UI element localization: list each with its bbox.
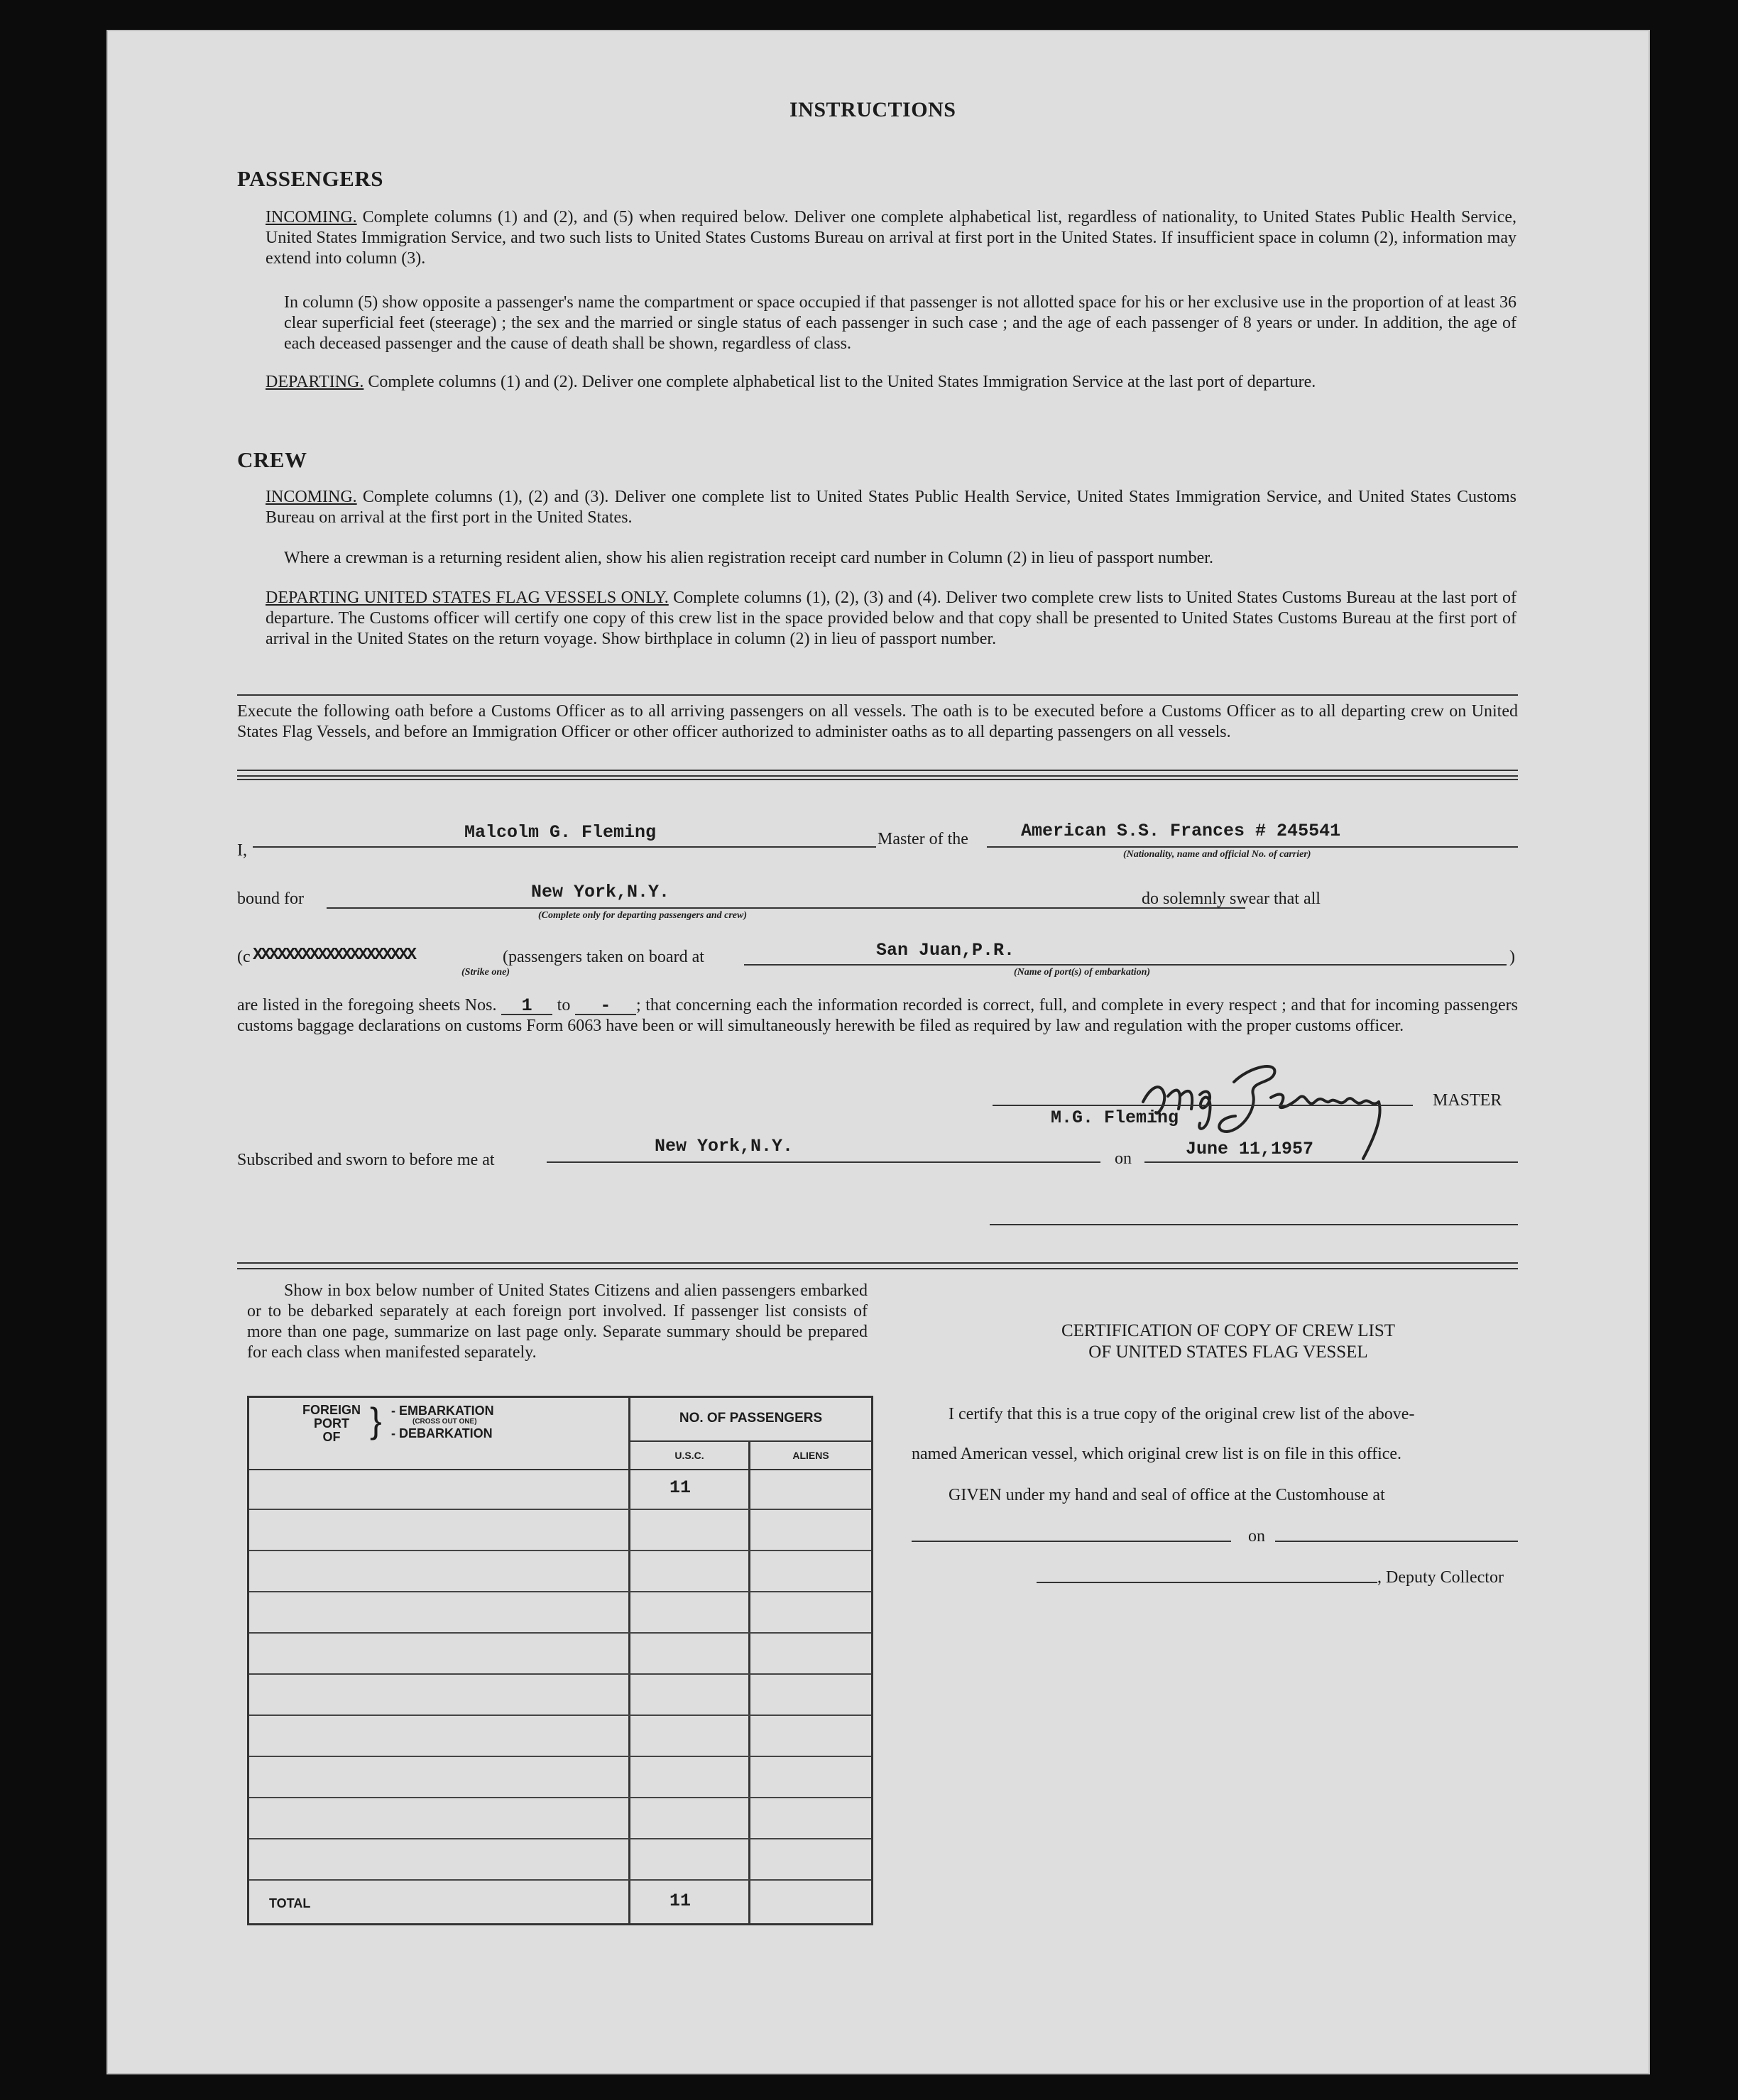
crew-departing-label: DEPARTING UNITED STATES FLAG VESSELS ONLY. xyxy=(266,589,669,607)
oath-i-label: I, xyxy=(237,841,247,860)
port-caption: (Name of port(s) of embarkation) xyxy=(1014,967,1151,978)
divider xyxy=(237,1262,1518,1264)
paren-close: ) xyxy=(1509,948,1515,966)
carrier-value[interactable]: American S.S. Frances # 245541 xyxy=(1021,821,1341,841)
double-divider xyxy=(237,775,1518,780)
customhouse-line[interactable] xyxy=(912,1541,1231,1542)
name-line xyxy=(253,846,876,848)
given-text: GIVEN under my hand and seal of office at the Customhouse at xyxy=(949,1486,1385,1504)
sheets-paragraph xyxy=(237,995,1518,1037)
certify-line2: named American vessel, which original crew list is on file in this office. xyxy=(912,1445,1402,1463)
no-passengers-label: NO. OF PASSENGERS xyxy=(679,1411,823,1426)
carrier-caption: (Nationality, name and official No. of carrier) xyxy=(1123,849,1311,860)
bound-for-label: bound for xyxy=(237,890,304,908)
sworn-place[interactable]: New York,N.Y. xyxy=(655,1136,794,1156)
passengers-incoming-label: INCOMING. xyxy=(266,208,357,226)
total-label: TOTAL xyxy=(269,1896,311,1910)
table-row xyxy=(249,1716,871,1757)
summary-instructions xyxy=(247,1281,868,1363)
table-row xyxy=(249,1839,871,1881)
taken-label: (passengers taken on board at xyxy=(503,948,704,966)
divider xyxy=(237,770,1518,771)
total-usc[interactable]: 11 xyxy=(669,1891,691,1911)
table-row xyxy=(249,1757,871,1798)
column5-text: In column (5) show opposite a passenger's name the compartment or space occupied if that passenger is not allotted space for his or her exclusive use in the proportion of at least 36 clear superficial feet (steerage) ; the sex and the married or single status of each passenger in such case ; and the age of each passenger of 8 years or under. In addition, the age of each deceased passenger and the cause of death shall be shown, regardless of class. xyxy=(284,293,1516,353)
summary-instructions-text: Show in box below number of United States Citizens and alien passengers embarked or to be debarked separately at each foreign port involved. If passenger list consists of more than one page, summarize on last page only. Separate summary should be prepared for each class when manifested separately. xyxy=(247,1281,868,1362)
crew-heading: CREW xyxy=(237,447,307,472)
usc-cell[interactable]: 11 xyxy=(669,1477,691,1498)
sworn-place-line xyxy=(547,1161,1100,1163)
port-line xyxy=(744,964,1507,966)
deputy-signature-line[interactable] xyxy=(1037,1582,1377,1583)
certification-title-line1: CERTIFICATION OF COPY OF CREW LIST xyxy=(1061,1321,1396,1340)
passengers-departing-label: DEPARTING. xyxy=(266,373,364,391)
table-row xyxy=(249,1469,871,1510)
passenger-summary-table xyxy=(247,1396,873,1925)
paren-open: (c xyxy=(237,948,251,966)
passengers-column5 xyxy=(284,292,1516,354)
swear-label: do solemnly swear that all xyxy=(1142,890,1321,908)
crew-departing xyxy=(266,588,1516,650)
sheet-from[interactable]: 1 xyxy=(501,998,552,1015)
crew-resident xyxy=(284,548,1516,569)
struck-option: XXXXXXXXXXXXXXXXXXXX xyxy=(253,946,415,965)
bound-line xyxy=(327,907,1245,909)
crew-resident-text: Where a crewman is a returning resident alien, show his alien registration receipt card number in Column (2) in lieu of passport number. xyxy=(284,549,1213,567)
carrier-line xyxy=(987,846,1518,848)
port-embarkation[interactable]: San Juan,P.R. xyxy=(876,940,1015,961)
table-row xyxy=(249,1592,871,1634)
port-header xyxy=(249,1398,630,1444)
table-row xyxy=(249,1675,871,1716)
sheet-to[interactable]: - xyxy=(575,998,636,1015)
sworn-date[interactable]: June 11,1957 xyxy=(1186,1139,1314,1159)
sworn-date-line xyxy=(1144,1161,1518,1163)
passengers-header xyxy=(630,1398,871,1440)
foreign-label: FOREIGN xyxy=(302,1403,361,1417)
debarkation-label: - DEBARKATION xyxy=(391,1426,493,1440)
cert-date-line[interactable] xyxy=(1275,1541,1518,1542)
page-title: INSTRUCTIONS xyxy=(789,98,956,121)
divider xyxy=(237,1268,1518,1269)
subscribed-label: Subscribed and sworn to before me at xyxy=(237,1151,495,1169)
crew-incoming xyxy=(266,487,1516,528)
foreign-port-of xyxy=(296,1404,367,1444)
passengers-departing-text: Complete columns (1) and (2). Deliver one complete alphabetical list to the United States Immigration Service at the last port of departure. xyxy=(368,373,1316,391)
officer-signature-line xyxy=(990,1224,1518,1225)
bound-caption: (Complete only for departing passengers and crew) xyxy=(538,910,747,921)
brace-symbol: } xyxy=(370,1401,382,1440)
crew-departing-text: Complete columns (1), (2), (3) and (4). Deliver two complete crew lists to United States Customs Bureau at the last port of departure. The Customs officer will certify one copy of this crew list in the space provided below and that copy shall be presented to United States Customs Bureau at the first port of arrival in the United States on the return voyage. Show birthplace in column (2) in lieu of passport number. xyxy=(266,589,1517,648)
oath-intro xyxy=(237,701,1518,743)
table-row xyxy=(249,1798,871,1839)
table-row xyxy=(249,1510,871,1551)
cross-out-label: (CROSS OUT ONE) xyxy=(412,1418,477,1426)
passengers-incoming-text: Complete columns (1) and (2), and (5) when required below. Deliver one complete alphabetical list, regardless of nationality, to United States Public Health Service, United States Immigration Service, and two such lists to United States Customs Bureau on arrival at first port in the United States. If insufficient space in column (2), information may extend into column (3). xyxy=(266,208,1517,268)
certification-title-line2: OF UNITED STATES FLAG VESSEL xyxy=(1088,1342,1368,1362)
table-row xyxy=(249,1634,871,1675)
bound-for-value[interactable]: New York,N.Y. xyxy=(531,882,670,902)
master-of-label: Master of the xyxy=(878,830,968,848)
certify-line1: I certify that this is a true copy of the original crew list of the above- xyxy=(949,1405,1415,1423)
usc-header: U.S.C. xyxy=(674,1450,704,1461)
to-label: to xyxy=(557,996,571,1015)
master-name[interactable]: Malcolm G. Fleming xyxy=(464,822,657,843)
port-label: PORT xyxy=(313,1416,349,1431)
passengers-departing xyxy=(266,372,1516,393)
signature-typed[interactable]: M.G. Fleming xyxy=(1051,1108,1179,1128)
strike-caption: (Strike one) xyxy=(461,967,510,978)
certification-title xyxy=(958,1320,1498,1363)
table-row xyxy=(249,1551,871,1592)
divider xyxy=(237,694,1518,696)
signature-line xyxy=(993,1105,1413,1106)
passengers-heading: PASSENGERS xyxy=(237,166,383,191)
master-signature xyxy=(1129,1052,1526,1187)
oath-intro-text: Execute the following oath before a Customs Officer as to all arriving passengers on all vessels. The oath is to be executed before a Customs Officer as to all departing crew on United States Flag Vessels, and before an Immigration Officer or other officer authorized to administer oaths as to all departing passengers on all vessels. xyxy=(237,702,1518,741)
sworn-on-label: on xyxy=(1115,1149,1132,1168)
crew-incoming-text: Complete columns (1), (2) and (3). Deliver one complete list to United States Public Health Service, United States Immigration Service, and United States Customs Bureau on arrival at the first port in the United States. xyxy=(266,488,1517,527)
listed-text: ; that concerning each the information recorded is correct, full, and complete in every respect ; and that for incoming passengers customs baggage declarations on customs Form 6063 have been or will simultaneously herewith be filed as required by law and regulation with the proper customs officer. xyxy=(237,996,1519,1035)
crew-incoming-label: INCOMING. xyxy=(266,488,357,506)
listed-label: are listed in the foregoing sheets Nos. xyxy=(237,996,497,1015)
of-label: OF xyxy=(322,1430,341,1444)
embarkation-label: - EMBARKATION xyxy=(391,1404,494,1418)
passengers-incoming xyxy=(266,207,1516,269)
master-label: MASTER xyxy=(1433,1091,1502,1110)
cert-on-label: on xyxy=(1248,1527,1265,1546)
form-page xyxy=(106,30,1650,2074)
deputy-collector-label: , Deputy Collector xyxy=(1377,1568,1504,1587)
aliens-header: ALIENS xyxy=(792,1450,829,1461)
